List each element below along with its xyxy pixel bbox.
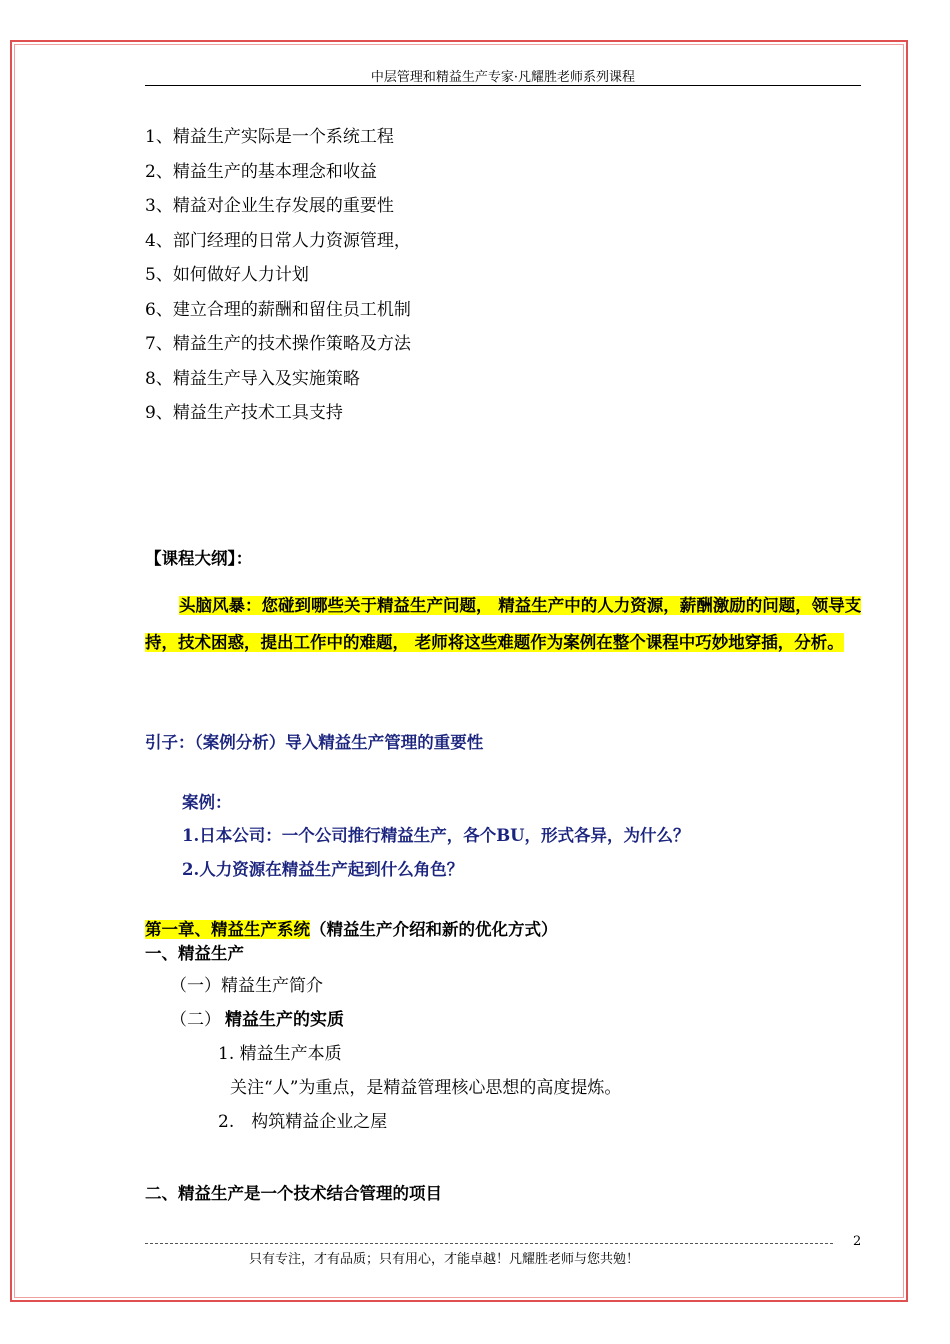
point-heading: 2. 构筑精益企业之屋 — [218, 1112, 388, 1132]
subsection-title: 精益生产的实质 — [225, 1010, 344, 1030]
page-number: 2 — [853, 1234, 862, 1249]
benefit-item: 7、精益生产的技术操作策略及方法 — [145, 334, 411, 354]
chapter-title — [145, 916, 558, 940]
brainstorm-text: 头脑风暴：您碰到哪些关于精益生产问题， 精益生产中的人力资源，薪酬激励的问题，领导支持，技术困惑，提出工作中的难题， 老师将这些难题作为案例在整个课程中巧妙地穿插，分析。 — [145, 596, 862, 652]
case-item: 2.人力资源在精益生产起到什么角色？ — [182, 860, 464, 879]
subsection-heading: （一）精益生产简介 — [170, 976, 323, 996]
benefit-item: 4、部门经理的日常人力资源管理， — [145, 230, 411, 251]
outline-heading: 【课程大纲】： — [145, 549, 253, 568]
footer-rule — [145, 1243, 833, 1244]
brainstorm-paragraph — [145, 587, 863, 661]
header-rule — [145, 85, 861, 86]
section-heading: 一、精益生产 — [145, 944, 244, 963]
subsection-heading — [170, 1010, 344, 1030]
benefit-item: 3、精益对企业生存发展的重要性 — [145, 196, 394, 216]
benefit-item: 8、精益生产导入及实施策略 — [145, 368, 360, 389]
intro-line: 引子：（案例分析）导入精益生产管理的重要性 — [145, 733, 484, 752]
case-item: 1.日本公司：一个公司推行精益生产，各个BU，形式各异，为什么？ — [182, 826, 690, 845]
chapter-title-highlight: 第一章、精益生产系统 — [145, 920, 310, 939]
chapter-title-rest: （精益生产介绍和新的优化方式） — [310, 920, 558, 939]
case-label: 案例： — [182, 793, 232, 812]
footer-motto: 只有专注，才有品质；只有用心，才能卓越！凡耀胜老师与您共勉！ — [248, 1252, 639, 1267]
point-description: 关注“人”为重点，是精益管理核心思想的高度提炼。 — [230, 1078, 622, 1098]
point-heading: 1. 精益生产本质 — [218, 1044, 342, 1064]
running-header: 中层管理和精益生产专家·凡耀胜老师系列课程 — [370, 70, 636, 85]
section-heading: 二、精益生产是一个技术结合管理的项目 — [145, 1184, 442, 1203]
benefit-item: 6、建立合理的薪酬和留住员工机制 — [145, 299, 411, 320]
subsection-prefix: （二） — [170, 1010, 221, 1030]
benefit-item: 5、如何做好人力计划 — [145, 265, 309, 285]
benefit-item: 1、精益生产实际是一个系统工程 — [145, 127, 394, 147]
benefit-item: 2、精益生产的基本理念和收益 — [145, 161, 377, 182]
benefit-item: 9、精益生产技术工具支持 — [145, 403, 343, 423]
